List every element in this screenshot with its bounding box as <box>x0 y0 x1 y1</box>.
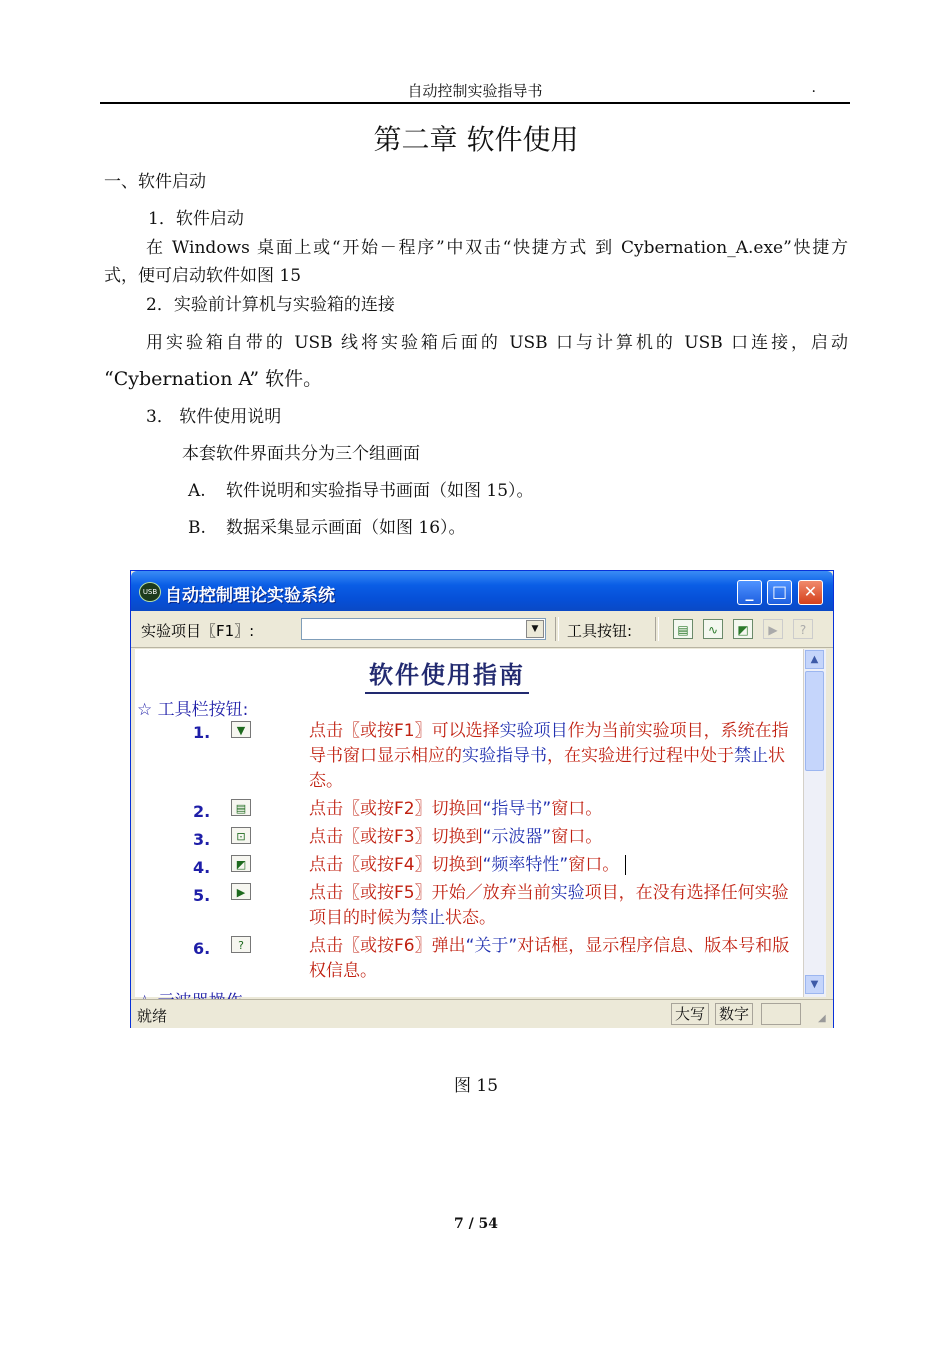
header-title: 自动控制实验指导书 <box>407 82 543 100</box>
about-icon: ? <box>231 936 251 953</box>
page-number: 7 / 54 <box>453 1216 499 1232</box>
page-header <box>100 78 850 104</box>
list-b-label: B. <box>188 518 206 538</box>
chapter-title: 第二章 软件使用 <box>373 123 579 156</box>
item-description: 点击〖或按F2〗切换回“指导书”窗口。 <box>309 799 603 819</box>
about-icon[interactable]: ? <box>793 619 813 639</box>
app-icon: USB <box>139 582 161 602</box>
item-description: 点击〖或按F4〗切换到“频率特性”窗口。 <box>309 853 799 878</box>
item1-text-line1: 在 Windows 桌面上或“开始－程序”中双击“快捷方式 到 Cybernation_A.exe”快捷方 <box>146 238 848 258</box>
item2-text-line1: 用实验箱自带的 USB 线将实验箱后面的 USB 口与计算机的 USB 口连接，启动 <box>146 333 848 353</box>
window-title: 自动控制理论实验系统 <box>165 586 335 606</box>
figure-caption: 图 15 <box>453 1076 499 1096</box>
item-description: 点击〖或按F6〗弹出“关于”对话框，显示程序信息、版本号和版权信息。 <box>309 936 790 981</box>
item2-title: 2．实验前计算机与实验箱的连接 <box>146 295 395 315</box>
frequency-icon: ◩ <box>231 855 251 872</box>
item3-title: 3． 软件使用说明 <box>146 407 282 427</box>
list-b-text: 数据采集显示画面（如图 16）。 <box>226 518 466 538</box>
oscilloscope-icon[interactable]: ∿ <box>703 619 723 639</box>
item-number: 6. <box>193 939 211 958</box>
status-ready: 就绪 <box>137 1007 168 1025</box>
toolbar <box>131 611 833 648</box>
guide-title: 软件使用指南 <box>365 655 529 694</box>
item3-text: 本套软件界面共分为三个组画面 <box>182 444 420 464</box>
list-a-text: 软件说明和实验指导书画面（如图 15）。 <box>226 481 534 501</box>
scroll-up-icon[interactable]: ▲ <box>805 650 824 669</box>
toolbar-separator <box>655 617 659 641</box>
frequency-icon[interactable]: ◩ <box>733 619 753 639</box>
item-number: 4. <box>193 858 211 877</box>
oscilloscope-icon: ⊡ <box>231 827 251 844</box>
start-icon: ▶ <box>231 883 251 900</box>
item-number: 3. <box>193 830 211 849</box>
toolbar-section-heading: ☆ 工具栏按钮: <box>137 700 249 720</box>
item1-text-line2: 式，便可启动软件如图 15 <box>104 266 302 286</box>
status-bar <box>131 999 833 1028</box>
item-description: 点击〖或按F1〗可以选择实验项目作为当前实验项目，系统在指导书窗口显示相应的实验指导书，在实验进行过程中处于禁止状态。 <box>309 721 789 791</box>
num-indicator: 数字 <box>715 1003 753 1025</box>
minimize-button[interactable]: _ <box>737 580 762 605</box>
close-button[interactable]: ✕ <box>798 580 823 605</box>
experiment-label: 实验项目〖F1〗: <box>141 622 255 640</box>
resize-grip-icon[interactable]: ◢ <box>818 1013 826 1024</box>
item-description: 点击〖或按F3〗切换到“示波器”窗口。 <box>309 827 603 847</box>
item-number: 5. <box>193 886 211 905</box>
app-window-screenshot <box>130 570 834 1028</box>
caps-indicator: 大写 <box>671 1003 709 1025</box>
experiment-combobox[interactable] <box>301 618 546 640</box>
window-titlebar <box>131 571 833 611</box>
item1-title: 1．软件启动 <box>148 209 244 229</box>
maximize-button[interactable]: □ <box>767 580 792 605</box>
text-caret <box>625 855 626 875</box>
item-description: 点击〖或按F5〗开始／放弃当前实验项目，在没有选择任何实验项目的时候为禁止状态。 <box>309 883 789 928</box>
start-icon[interactable]: ▶ <box>763 619 783 639</box>
chevron-down-icon[interactable]: ▼ <box>526 620 544 638</box>
guide-book-icon: ▤ <box>231 799 251 816</box>
item-number: 1. <box>193 723 211 742</box>
item-number: 2. <box>193 802 211 821</box>
list-a-label: A. <box>188 481 206 501</box>
scroll-down-icon[interactable]: ▼ <box>805 975 824 994</box>
status-panel-empty <box>761 1003 801 1025</box>
header-dot: . <box>811 80 816 96</box>
guide-book-icon[interactable]: ▤ <box>673 619 693 639</box>
item2-text-line2: “Cybernation A” 软件。 <box>104 368 323 390</box>
section-heading: 一、软件启动 <box>104 172 206 192</box>
vertical-scrollbar[interactable] <box>803 649 826 997</box>
scroll-thumb[interactable] <box>805 671 824 771</box>
tools-label: 工具按钮: <box>567 622 633 640</box>
dropdown-icon: ▼ <box>231 721 251 738</box>
guide-content <box>135 649 803 997</box>
toolbar-separator <box>555 617 559 641</box>
